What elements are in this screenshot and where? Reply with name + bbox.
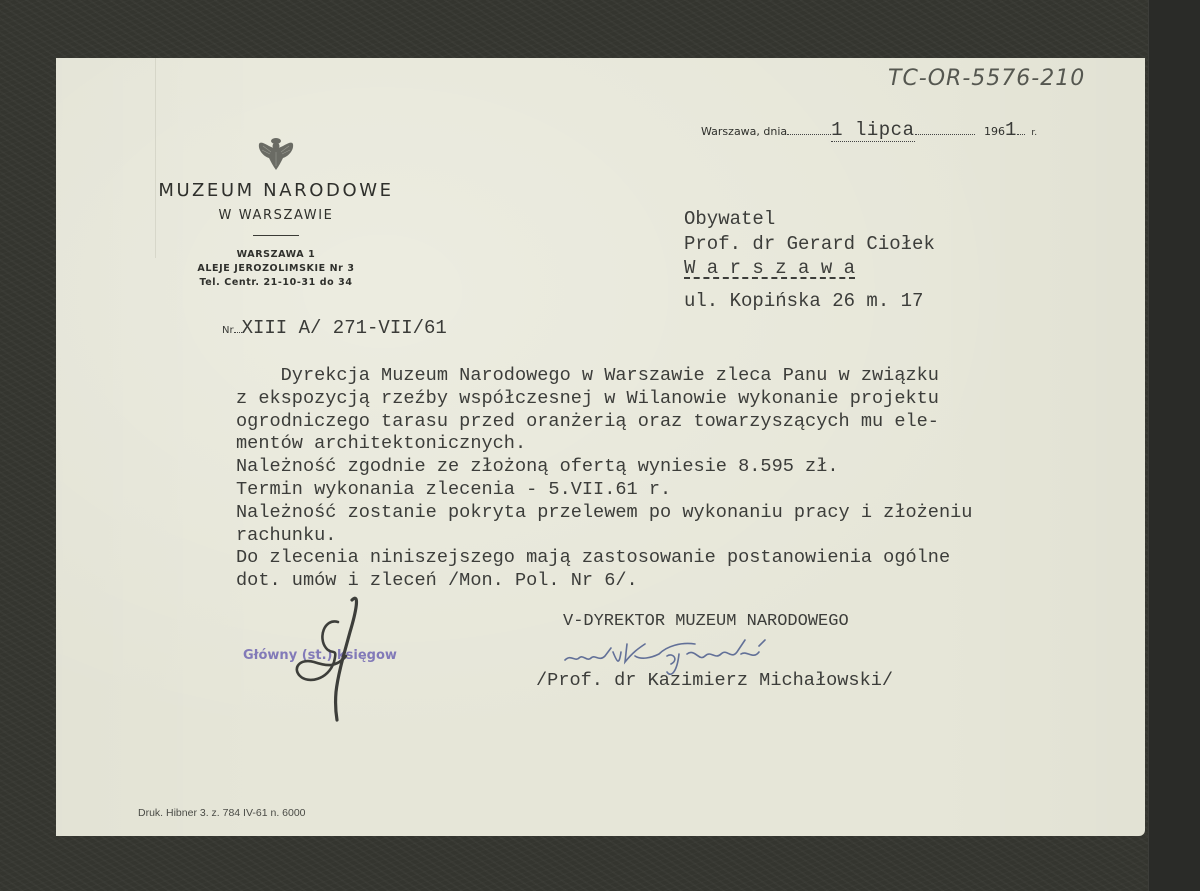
recipient-street: ul. Kopińska 26 m. 17 bbox=[684, 289, 924, 312]
letterhead bbox=[132, 132, 420, 290]
dotted-fill bbox=[1017, 134, 1025, 135]
dotted-fill bbox=[915, 134, 975, 135]
archive-board-edge bbox=[1148, 0, 1200, 891]
body-line: z ekspozycją rzeźby współczesnej w Wilanowie wykonanie projektu bbox=[236, 387, 939, 409]
recipient-block bbox=[684, 207, 935, 313]
date-place-label: Warszawa, dnia bbox=[701, 125, 788, 138]
archive-reference: TC-OR-5576-210 bbox=[888, 66, 1086, 91]
letter-body bbox=[236, 365, 972, 593]
dotted-fill bbox=[234, 332, 242, 333]
organization-name: MUZEUM NARODOWE bbox=[158, 180, 394, 201]
dotted-fill bbox=[787, 134, 831, 135]
body-line: Termin wykonania zlecenia - 5.VII.61 r. bbox=[236, 478, 672, 500]
body-line: Dyrekcja Muzeum Narodowego w Warszawie zleca Panu w związku bbox=[236, 365, 939, 386]
recipient-name: Prof. dr Gerard Ciołek bbox=[684, 232, 935, 255]
reference-value: XIII A/ 271-VII/61 bbox=[241, 317, 447, 339]
signatory-name: /Prof. dr Kazimierz Michałowski/ bbox=[536, 670, 894, 691]
body-line: Należność zgodnie ze złożoną ofertą wyniesie 8.595 zł. bbox=[236, 456, 839, 478]
body-line: Do zlecenia niniszejszego mają zastosowanie postanowienia ogólne bbox=[236, 547, 951, 569]
address-line: Tel. Centr. 21-10-31 do 34 bbox=[199, 277, 353, 288]
accountant-stamp: Główny (st.) księgow bbox=[243, 648, 397, 663]
body-line: rachunku. bbox=[236, 524, 337, 546]
accountant-signature bbox=[290, 592, 370, 722]
reference-number bbox=[222, 317, 447, 339]
body-line: Należność zostanie pokryta przelewem po wykonaniu pracy i złożeniu bbox=[236, 501, 973, 523]
body-line: mentów architektonicznych. bbox=[236, 433, 527, 455]
polish-eagle-icon bbox=[255, 132, 297, 174]
date-year-suffix: 1 bbox=[1005, 119, 1017, 141]
date-year-prefix: 196 bbox=[984, 125, 1005, 138]
address-line: WARSZAWA 1 bbox=[236, 249, 316, 260]
date-day-month: 1 lipca bbox=[831, 119, 915, 141]
recipient-salutation: Obywatel bbox=[684, 208, 776, 230]
date-line bbox=[701, 119, 1037, 142]
printer-note: Druk. Hibner 3. z. 784 IV-61 n. 6000 bbox=[138, 807, 306, 819]
address-line: ALEJE JEROZOLIMSKIE Nr 3 bbox=[197, 263, 355, 274]
body-line: dot. umów i zleceń /Mon. Pol. Nr 6/. bbox=[236, 570, 638, 592]
date-year-label: r. bbox=[1031, 128, 1038, 138]
organization-city: W WARSZAWIE bbox=[218, 208, 334, 223]
signatory-title: V-DYREKTOR MUZEUM NARODOWEGO bbox=[563, 612, 849, 631]
reference-label: Nr bbox=[222, 325, 234, 336]
body-line: ogrodniczego tarasu przed oranżerią oraz towarzyszących mu ele- bbox=[236, 410, 939, 432]
recipient-city: W a r s z a w a bbox=[684, 257, 856, 279]
divider bbox=[253, 235, 299, 236]
